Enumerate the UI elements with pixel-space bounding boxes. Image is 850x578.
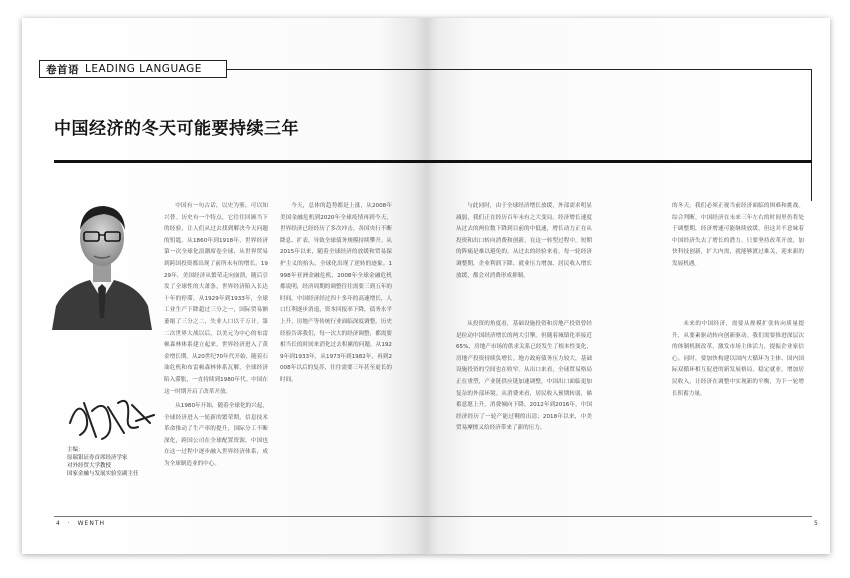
section-tag-en: LEADING LANGUAGE: [85, 63, 202, 75]
page-number: 5: [814, 520, 818, 527]
article-column-4: [672, 201, 804, 319]
left-page: [22, 18, 426, 554]
author-line: 原瑞银证券首席经济学家: [67, 455, 128, 461]
magazine-name: WENTH: [77, 520, 105, 527]
page-number: 4: [56, 520, 61, 527]
article-column-3b: [456, 319, 592, 513]
right-folio: [814, 520, 818, 527]
paragraph: 今天，总体的趋势都是上涨，从2008年美国金融危机到2020年全球疫情再到今天，世界经济已经经历了多次冲击。各国央行不断降息、扩表，导致全球债务规模持续攀升。从2015年以来，随着全球经济的放缓和贸易保护主义的抬头，全球化出现了逆转的迹象。1998年亚洲金融危机、2008年全球金融危机都说明，经济周期的调整往往需要三到五年的时间。中国经济经过四十多年的高速增长，人口红利逐步消退，资本回报率下降，债务水平上升，房地产等传统行业面临深度调整。历史经验告诉我们，每一次大的经济调整，都需要相当长的时间来消化过去积累的问题。从1929年到1933年，从1973年到1982年，再到2008年以后的复苏，往往需要三年甚至更长的时间。: [280, 203, 392, 383]
article-column-3: [456, 201, 592, 319]
article-column-1b: [164, 401, 268, 513]
title-rule: [426, 160, 812, 163]
paragraph: 与此同时，由于全球经济增长放缓，外部需求明显减弱，我们正在经历百年未有之大变局。经济增长速度从过去的两位数下降到目前的中低速，增长动力正在从投资和出口转向消费和创新。在这一转型过程中，短期的阵痛是难以避免的。从过去的经验来看，每一轮经济调整期，企业利润下降、就业压力增加、居民收入增长放缓，都会对消费形成抑制。: [456, 203, 592, 279]
title-rule: [54, 160, 426, 163]
paragraph: 从1980年开始，随着全球化的兴起，全球经济进入一轮新的繁荣期，信息技术革命推动了生产率的提升，国际分工不断深化，跨国公司在全球配置资源，中国也在这一过程中逐步融入世界经济体系，成为全球制造业的中心。: [164, 403, 268, 467]
right-page: [426, 18, 830, 554]
section-tag-zh: 卷首语: [46, 63, 79, 76]
footer-rule: [54, 516, 426, 517]
author-role: 主编：: [67, 447, 84, 453]
header-rule: [426, 69, 812, 70]
paragraph: 从投资的角度看，基础设施投资和房地产投资曾经是拉动中国经济增长的两大引擎。但随着城镇化率接近65%，房地产市场的供求关系已经发生了根本性变化，房地产投资持续负增长。地方政府债务压力较大，基础设施投资的空间也在收窄。从出口来看，全球贸易格局正在重塑，产业链供应链加速调整，中国出口面临更加复杂的外部环境。从消费来看，居民收入预期转弱，储蓄意愿上升，消费倾向下降。2012年到2016年，中国经济经历了一轮产能过剩的出清；2018年以来，中美贸易摩擦又给经济带来了新的压力。: [456, 321, 592, 432]
article-title: 中国经济的冬天可能要持续三年: [54, 119, 299, 139]
article-column-2: [280, 201, 392, 513]
author-info: [67, 446, 167, 478]
paragraph: 中国有一句古话，以史为鉴，可以知兴替。历史有一个特点，它往往回顾当下的经验，让人们从过去找到解决今天问题的钥匙。从1860年到1918年，世界经济第一次全球化浪潮席卷全球，从世界贸易到跨国投资都出现了前所未有的增长。1929年，美国经济从繁荣走向崩溃，随后引发了全球性的大萧条，世界经济陷入长达十年的停滞。从1929年到1933年，全球工业生产下降超过三分之一，国际贸易额萎缩了三分之二，失业人口以千万计。第二次世界大战以后，以美元为中心的布雷顿森林体系建立起来，世界经济进入了黄金增长期。从20世纪70年代开始，随着石油危机和布雷顿森林体系瓦解，全球经济陷入滞胀，一直持续到1980年代。中国在这一时期开启了改革开放。: [164, 203, 268, 395]
author-signature: [66, 393, 156, 445]
magazine-spread: [22, 18, 830, 554]
section-tag: [39, 60, 227, 78]
header-rule-vertical: [811, 69, 812, 201]
author-portrait: [52, 188, 152, 330]
left-folio: 4 · WENTH: [56, 520, 105, 527]
article-column-4b: [672, 319, 804, 513]
author-line: 国家金融与发展实验室副主任: [67, 471, 139, 477]
paragraph: 未来的中国经济，需要从规模扩张转向质量提升，从要素驱动转向创新驱动。我们需要推进深层次的体制机制改革，激发市场主体活力，提振企业家信心。同时，要加快构建以国内大循环为主体、国内国际双循环相互促进的新发展格局，稳定就业，增加居民收入，让经济在调整中实现新的平衡，为下一轮增长积蓄力量。: [672, 321, 804, 397]
header-rule: [227, 69, 426, 70]
author-line: 对外经贸大学教授: [67, 463, 112, 469]
article-column-1: [164, 201, 268, 401]
footer-rule: [426, 516, 812, 517]
paragraph: 的冬天。我们必须正视当前经济面临的困难和挑战。综合判断，中国经济在未来三年左右的时间里仍将处于调整期，经济增速可能继续放缓，但这并不意味着中国经济失去了增长的潜力。只要坚持改革开放，加快科技创新，扩大内需，就能够渡过难关，迎来新的发展机遇。: [672, 203, 804, 267]
